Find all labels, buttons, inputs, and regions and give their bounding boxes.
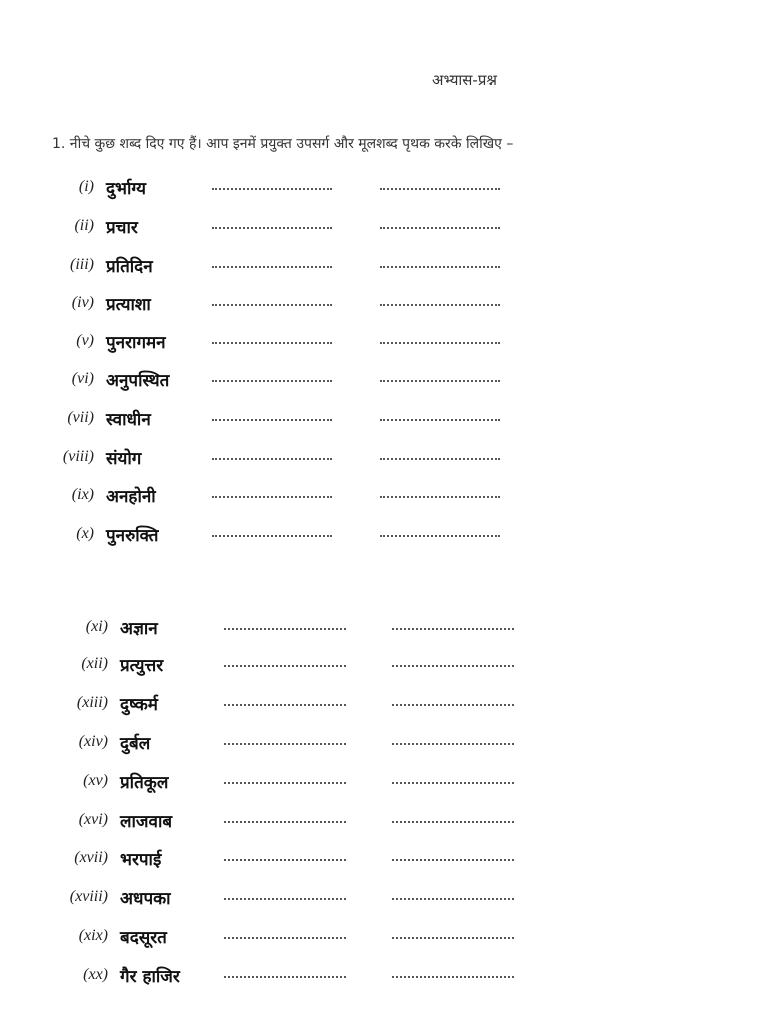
item-word: दुष्कर्म bbox=[120, 695, 158, 715]
item-number: (iii) bbox=[70, 256, 94, 273]
prefix-blank[interactable] bbox=[212, 458, 332, 460]
item-number: (xviii) bbox=[69, 888, 108, 905]
list-item bbox=[0, 213, 768, 243]
item-word: स्वाधीन bbox=[106, 410, 151, 430]
item-number: (viii) bbox=[62, 448, 94, 465]
item-number: (v) bbox=[76, 332, 94, 349]
root-word-blank[interactable] bbox=[392, 937, 514, 939]
list-item bbox=[0, 482, 768, 512]
item-word: अनहोनी bbox=[106, 487, 156, 507]
item-word: पुनरुक्ति bbox=[106, 526, 159, 546]
list-item bbox=[0, 923, 768, 953]
root-word-blank[interactable] bbox=[392, 782, 514, 784]
list-item bbox=[0, 884, 768, 914]
item-word: पुनरागमन bbox=[106, 333, 166, 353]
item-number: (xv) bbox=[83, 772, 108, 789]
root-word-blank[interactable] bbox=[392, 898, 514, 900]
prefix-blank[interactable] bbox=[212, 304, 332, 306]
list-item bbox=[0, 405, 768, 435]
prefix-blank[interactable] bbox=[212, 496, 332, 498]
item-number: (xx) bbox=[83, 966, 108, 983]
list-item bbox=[0, 845, 768, 875]
item-word: प्रत्याशा bbox=[106, 295, 151, 315]
item-number: (iv) bbox=[71, 294, 94, 311]
list-item bbox=[0, 444, 768, 474]
root-word-blank[interactable] bbox=[392, 743, 514, 745]
item-word: अज्ञान bbox=[120, 619, 158, 639]
prefix-blank[interactable] bbox=[224, 782, 346, 784]
root-word-blank[interactable] bbox=[380, 380, 500, 382]
item-word: गैर हाजिर bbox=[120, 967, 180, 987]
list-item bbox=[0, 651, 768, 681]
prefix-blank[interactable] bbox=[224, 898, 346, 900]
root-word-blank[interactable] bbox=[392, 859, 514, 861]
item-number: (ii) bbox=[74, 217, 94, 234]
list-item bbox=[0, 366, 768, 396]
root-word-blank[interactable] bbox=[392, 704, 514, 706]
item-word: दुर्बल bbox=[120, 734, 151, 754]
prefix-blank[interactable] bbox=[224, 704, 346, 706]
page-title: अभ्यास-प्रश्न bbox=[432, 71, 497, 89]
item-word: भरपाई bbox=[120, 850, 162, 870]
root-word-blank[interactable] bbox=[392, 976, 514, 978]
root-word-blank[interactable] bbox=[380, 419, 500, 421]
item-number: (i) bbox=[78, 178, 94, 195]
item-word: लाजवाब bbox=[120, 812, 173, 832]
prefix-blank[interactable] bbox=[224, 976, 346, 978]
prefix-blank[interactable] bbox=[224, 743, 346, 745]
prefix-blank[interactable] bbox=[212, 535, 332, 537]
item-number: (xiv) bbox=[78, 733, 108, 750]
item-word: बदसूरत bbox=[120, 928, 167, 948]
item-word: दुर्भाग्य bbox=[106, 179, 147, 199]
root-word-blank[interactable] bbox=[392, 628, 514, 630]
list-item bbox=[0, 729, 768, 759]
question-text: 1. नीचे कुछ शब्द दिए गए हैं। आप इनमें प्रयुक्त उपसर्ग और मूलशब्द पृथक करके लिखिए – bbox=[52, 136, 514, 152]
root-word-blank[interactable] bbox=[392, 821, 514, 823]
prefix-blank[interactable] bbox=[212, 188, 332, 190]
item-number: (xii) bbox=[81, 655, 108, 672]
item-word: प्रतिदिन bbox=[106, 257, 153, 277]
prefix-blank[interactable] bbox=[224, 859, 346, 861]
item-word: प्रचार bbox=[106, 218, 138, 238]
root-word-blank[interactable] bbox=[380, 266, 500, 268]
list-item bbox=[0, 252, 768, 282]
item-number: (xi) bbox=[85, 618, 108, 635]
list-item bbox=[0, 328, 768, 358]
root-word-blank[interactable] bbox=[380, 496, 500, 498]
prefix-blank[interactable] bbox=[224, 937, 346, 939]
item-number: (vi) bbox=[71, 370, 94, 387]
list-item bbox=[0, 521, 768, 551]
list-item bbox=[0, 690, 768, 720]
prefix-blank[interactable] bbox=[224, 628, 346, 630]
list-item bbox=[0, 614, 768, 644]
item-number: (xiii) bbox=[76, 694, 108, 711]
item-number: (xvii) bbox=[74, 849, 108, 866]
list-item bbox=[0, 807, 768, 837]
item-word: अधपका bbox=[120, 889, 171, 909]
root-word-blank[interactable] bbox=[392, 665, 514, 667]
root-word-blank[interactable] bbox=[380, 188, 500, 190]
item-word: संयोग bbox=[106, 449, 142, 469]
root-word-blank[interactable] bbox=[380, 342, 500, 344]
prefix-blank[interactable] bbox=[212, 266, 332, 268]
item-word: प्रत्युत्तर bbox=[120, 656, 164, 676]
item-number: (ix) bbox=[71, 486, 94, 503]
prefix-blank[interactable] bbox=[212, 227, 332, 229]
item-word: प्रतिकूल bbox=[120, 773, 169, 793]
prefix-blank[interactable] bbox=[212, 380, 332, 382]
prefix-blank[interactable] bbox=[212, 419, 332, 421]
item-number: (xix) bbox=[78, 927, 108, 944]
prefix-blank[interactable] bbox=[212, 342, 332, 344]
item-number: (vii) bbox=[67, 409, 94, 426]
list-item bbox=[0, 962, 768, 992]
prefix-blank[interactable] bbox=[224, 665, 346, 667]
list-item bbox=[0, 768, 768, 798]
root-word-blank[interactable] bbox=[380, 458, 500, 460]
list-item bbox=[0, 290, 768, 320]
item-number: (x) bbox=[76, 525, 94, 542]
list-item bbox=[0, 174, 768, 204]
prefix-blank[interactable] bbox=[224, 821, 346, 823]
item-number: (xvi) bbox=[78, 811, 108, 828]
root-word-blank[interactable] bbox=[380, 535, 500, 537]
root-word-blank[interactable] bbox=[380, 227, 500, 229]
root-word-blank[interactable] bbox=[380, 304, 500, 306]
item-word: अनुपस्थित bbox=[106, 371, 170, 391]
